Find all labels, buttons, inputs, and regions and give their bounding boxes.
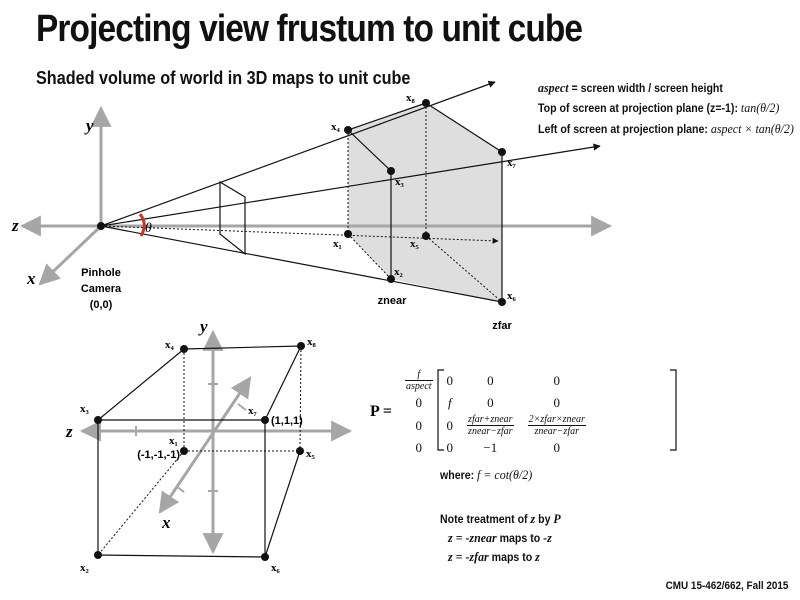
point-x5	[422, 232, 430, 240]
cube-label-x6: x₆	[271, 562, 280, 574]
matrix-table	[398, 368, 593, 458]
treatment-line-2	[448, 549, 540, 565]
point-x4	[344, 126, 352, 134]
note-top	[538, 100, 779, 116]
cube-label-axis-y: y	[200, 317, 208, 336]
point-x7	[498, 148, 506, 156]
cube-point-x6	[261, 553, 269, 561]
cube-edge-x7-x8	[265, 346, 301, 420]
point-x1	[344, 230, 352, 238]
cube-label-x3: x₃	[80, 403, 89, 415]
fraction-numerator: 2×zfar×znear	[528, 414, 585, 425]
label-camera-3: (0,0)	[89, 299, 113, 311]
cube-label-x2: x₂	[80, 562, 89, 574]
matrix-row	[398, 413, 593, 438]
matrix-cell: 0	[446, 440, 454, 455]
cube-label-x7: x₇	[248, 405, 257, 417]
note-aspect	[538, 80, 723, 96]
treatment-heading-var: z	[530, 511, 536, 526]
cube-label-x4: x₄	[165, 339, 174, 351]
matrix-cell	[460, 413, 521, 438]
treatment-heading	[440, 511, 561, 527]
note-left	[538, 121, 794, 137]
cube-point-x3	[94, 416, 102, 424]
label-x7: x₇	[507, 157, 516, 169]
label-axis-z: z	[12, 216, 19, 235]
cube-point-x8	[297, 342, 305, 350]
matrix-cell	[521, 413, 593, 438]
matrix-cell: −1	[483, 440, 498, 455]
projection-matrix	[398, 368, 593, 458]
matrix-row	[398, 368, 593, 393]
matrix-fraction	[405, 369, 433, 392]
label-theta: θ	[145, 221, 152, 236]
page-title: Projecting view frustum to unit cube	[36, 8, 583, 50]
label-camera-1: Pinhole	[81, 267, 121, 279]
label-x8: x₈	[406, 92, 415, 104]
cube-edge-x6-x5	[265, 451, 300, 557]
note-left-text: Left of screen at projection plane:	[538, 124, 708, 136]
matrix-label: P =	[370, 403, 393, 420]
fraction-numerator: zfar+znear	[468, 414, 513, 425]
label-x1: x₁	[333, 238, 342, 250]
point-x3	[387, 167, 395, 175]
treatment-line1-a: z = -znear	[448, 530, 497, 545]
cube-label-corner-min: (-1,-1,-1)	[137, 449, 180, 461]
label-camera-2: Camera	[80, 283, 122, 295]
matrix-row	[398, 393, 593, 413]
cube-edge-x8-x5	[300, 346, 301, 451]
cube-edge-x3-x4	[98, 349, 184, 420]
cube-point-x5	[296, 447, 304, 455]
matrix-cell: 0	[553, 395, 560, 410]
cube-edge-x1-x2	[98, 451, 184, 555]
treatment-line1-c: -z	[543, 530, 552, 545]
label-znear: znear	[377, 295, 407, 307]
point-x8	[422, 99, 430, 107]
treatment-line1-b: maps to	[499, 533, 541, 545]
matrix-fraction	[528, 414, 586, 437]
cube-label-x1: x₁	[169, 435, 178, 447]
matrix-cell	[398, 368, 440, 393]
fraction-denominator: znear−zfar	[468, 426, 513, 437]
matrix-fraction	[467, 414, 514, 437]
matrix-cell: 0	[446, 417, 454, 433]
cube-label-x8: x₈	[307, 336, 316, 348]
cube-label-corner-max: (1,1,1)	[271, 415, 303, 427]
cube-edge-x4-x8	[184, 346, 301, 349]
matrix-cell: 0	[446, 372, 454, 388]
treatment-heading-by: by	[538, 514, 551, 526]
label-x4: x₄	[331, 121, 340, 133]
cube-label-x5: x₅	[306, 448, 315, 460]
matrix-cell: 0	[415, 395, 423, 410]
where-label: where:	[440, 470, 475, 482]
note-aspect-text: = screen width / screen height	[571, 83, 723, 95]
treatment-line2-b: maps to	[491, 552, 533, 564]
cube-point-x7	[261, 416, 269, 424]
label-x3: x₃	[395, 176, 404, 188]
note-left-math: aspect × tan(θ/2)	[710, 121, 794, 136]
label-x5: x₅	[410, 238, 419, 250]
label-zfar: zfar	[492, 320, 512, 332]
footer-course: CMU 15-462/662, Fall 2015	[665, 580, 788, 592]
cube-point-x1	[180, 447, 188, 455]
note-top-text: Top of screen at projection plane (z=-1):	[538, 103, 738, 115]
cube-point-x2	[94, 551, 102, 559]
camera-point	[97, 222, 105, 230]
cube-label-axis-z: z	[66, 422, 73, 441]
frustum-shaded-volume	[348, 103, 502, 302]
where-formula: f = cot(θ/2)	[477, 467, 533, 482]
treatment-heading-text: Note treatment of	[440, 514, 528, 526]
matrix-cell: 0	[487, 372, 494, 388]
projection-window	[220, 182, 245, 254]
treatment-heading-p: P	[553, 511, 561, 526]
matrix-cell: 0	[415, 440, 423, 455]
fraction-denominator: znear−zfar	[534, 426, 579, 437]
matrix-row	[398, 438, 593, 458]
label-x2: x₂	[394, 266, 403, 278]
label-axis-x: x	[27, 269, 36, 288]
treatment-line-1	[448, 530, 552, 546]
note-top-math: tan(θ/2)	[740, 100, 780, 115]
fraction-denominator: aspect	[406, 381, 432, 392]
matrix-cell: 0	[487, 395, 494, 410]
label-axis-y: y	[86, 116, 94, 135]
cube-label-axis-x: x	[162, 513, 171, 532]
treatment-line2-c: z	[535, 549, 540, 564]
treatment-line2-a: z = -zfar	[448, 549, 489, 564]
matrix-cell: f	[447, 395, 452, 410]
tick	[238, 404, 246, 410]
fraction-numerator: f	[405, 369, 433, 381]
cube-point-x4	[180, 345, 188, 353]
page-subtitle: Shaded volume of world in 3D maps to unit cube	[36, 68, 411, 88]
matrix-cell: 0	[553, 372, 560, 388]
where-line	[440, 467, 532, 483]
cube-edge-x2-x6	[98, 555, 265, 557]
matrix-cell: 0	[553, 440, 560, 455]
label-x6: x₆	[507, 290, 516, 302]
matrix-bracket-right	[670, 370, 676, 450]
note-aspect-var: aspect	[538, 80, 569, 95]
matrix-cell: 0	[415, 417, 423, 433]
point-x6	[498, 298, 506, 306]
